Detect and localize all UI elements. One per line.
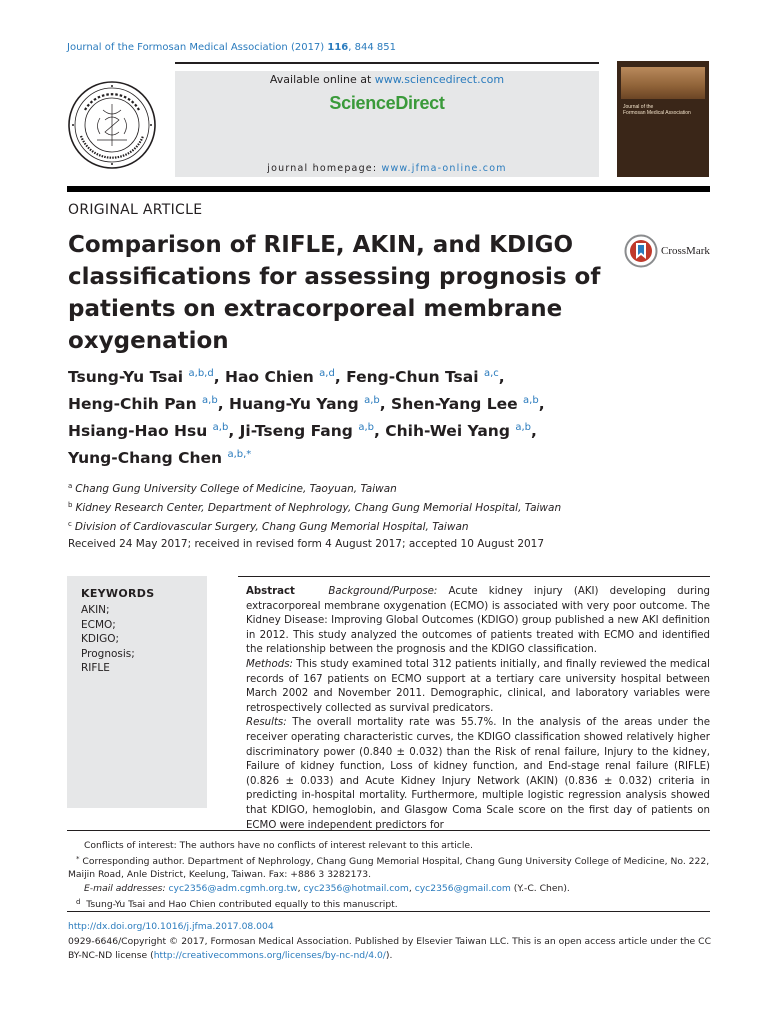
affiliation: $^b$ Kidney Research Center, Department of Nephrology, Chang Gung Memorial Hospital, Taiwan — [68, 501, 562, 514]
article-type: ORIGINAL ARTICLE — [68, 202, 203, 218]
author-affiliation-link[interactable]: a,b — [202, 395, 218, 406]
author-affiliation-link[interactable]: a,c — [483, 368, 499, 379]
email-link[interactable]: cyc2356@hotmail.com — [303, 883, 409, 895]
keyword: RIFLE — [81, 662, 110, 674]
affiliations — [68, 478, 561, 535]
author-name: Yung-Chang Chen — [68, 449, 223, 467]
author-affiliation-link[interactable]: a,b — [364, 395, 380, 406]
author-name: Heng-Chih Pan — [68, 395, 197, 413]
affiliation: $^c$ Division of Cardiovascular Surgery, Chang Gung Memorial Hospital, Taiwan — [68, 520, 469, 533]
journal-homepage-link[interactable]: www.jfma-online.com — [381, 163, 507, 174]
sciencedirect-logo: ScienceDirect — [329, 93, 445, 113]
keywords-heading: KEYWORDS — [81, 587, 155, 600]
author-line: Heng-Chih Pan $^{a,b}$, Huang-Yu Yang $^{a,b}$, Shen-Yang Lee $^{a,b}$, — [68, 395, 545, 413]
author-name: Shen-Yang Lee — [391, 395, 518, 413]
keyword: AKIN; — [81, 604, 110, 616]
conflicts-note: Conflicts of interest: The authors have no conflicts of interest relevant to this article. — [84, 840, 473, 851]
license-link[interactable]: http://creativecommons.org/licenses/by-nc-nd/4.0/ — [153, 949, 386, 961]
abstract — [246, 585, 710, 833]
title-line: Comparison of RIFLE, AKIN, and KDIGO — [68, 232, 574, 258]
abstract-results: Results: The overall mortality rate was 55.7%. In the analysis of the areas under the receiver operating characteristic curves, the KDIGO classification showed relatively higher discriminatory power (0.840 ± 0.032) than the Risk of renal failure, Injury to the kidney, Failure of kidney function, Loss of kidney function, and End-stage renal failure (RIFLE) (0.826 ± 0.033) and Acute Kidney Injury Network (AKIN) (0.836 ± 0.032) criteria in predicting in-hospital mortality. Furthermore, multiple logistic regression analysis showed that KDIGO, hemoglobin, and Glasgow Coma Scale score on the first day of patients on ECMO were independent predictors for — [246, 717, 710, 831]
doi-link[interactable]: http://dx.doi.org/10.1016/j.jfma.2017.08.004 — [68, 921, 274, 932]
author-line — [68, 443, 628, 470]
journal-homepage: journal homepage: www.jfma-online.com — [267, 163, 507, 174]
author-name: Hsiang-Hao Hsu — [68, 422, 208, 440]
footnotes — [68, 839, 711, 912]
author-affiliation-link[interactable]: a,b,d — [188, 368, 214, 379]
header-rule — [67, 186, 710, 192]
affiliation: $^a$ Chang Gung University College of Medicine, Taoyuan, Taiwan — [68, 482, 397, 495]
title-line: oxygenation — [68, 328, 229, 354]
title-line: classifications for assessing prognosis of — [68, 264, 601, 290]
abstract-background: Abstract Background/Purpose: Acute kidney injury (AKI) developing during extracorporeal membrane oxygenation (ECMO) is associated with very poor outcome. The Kidney Disease: Improving Global Outcomes (KDIGO) group published a new AKI definition in 2012. This study analyzed the outcomes of patients treated with ECMO and identified the relationship between the prognosis and the KDIGO classification. — [246, 586, 710, 656]
available-online: Available online at www.sciencedirect.com — [269, 73, 505, 86]
sciencedirect-link[interactable]: www.sciencedirect.com — [374, 73, 505, 86]
email-note: E-mail addresses: cyc2356@adm.cgmh.org.tw, cyc2356@hotmail.com, cyc2356@gmail.com (Y.-C. Chen). — [84, 883, 570, 895]
bottom-rule — [67, 911, 710, 912]
equal-contribution-note: $^d$ Tsung-Yu Tsai and Hao Chien contributed equally to this manuscript. — [76, 897, 398, 910]
society-seal-logo — [67, 80, 157, 170]
corresponding-note: * Corresponding author. Department of Nephrology, Chang Gung Memorial Hospital, Chang Gung University College of Medicine, No. 222, Maijin Road, Anle District, Keelung, Taiwan. Fax: +886 3 3282173. — [68, 854, 710, 881]
abstract-methods: Methods: This study examined total 312 patients initially, and finally reviewed the medical records of 167 patients on ECMO support at a tertiary care university hospital between March 2002 and November 2011. Demographic, clinical, and laboratory variables were retrospectively collected as survival predicators. — [246, 658, 710, 714]
journal-cover-image — [617, 61, 709, 177]
sciencedirect-banner — [175, 71, 599, 177]
banner-rule — [175, 62, 599, 64]
received-dates: Received 24 May 2017; received in revised form 4 August 2017; accepted 10 August 2017 — [68, 538, 545, 550]
author-name: Chih-Wei Yang — [385, 422, 510, 440]
journal-reference: Journal of the Formosan Medical Association (2017) 116, 844 851 — [67, 42, 396, 53]
keyword: KDIGO; — [81, 633, 120, 645]
cover-title: Journal of the Formosan Medical Association — [623, 104, 691, 116]
author-affiliation-link[interactable]: a,b — [523, 395, 539, 406]
keyword: Prognosis; — [81, 647, 135, 660]
author-line: Hsiang-Hao Hsu $^{a,b}$, Ji-Tseng Fang $^{a,b}$, Chih-Wei Yang $^{a,b}$, — [68, 422, 537, 440]
author-list — [68, 362, 628, 470]
title-line: patients on extracorporeal membrane — [68, 296, 563, 322]
author-name: Ji-Tseng Fang — [239, 422, 353, 440]
crossmark-label: CrossMark — [661, 245, 710, 257]
cover-map-image — [621, 67, 705, 99]
email-link[interactable]: cyc2356@gmail.com — [414, 883, 511, 895]
author-affiliation-link[interactable]: a,b — [212, 422, 229, 433]
author-line: Tsung-Yu Tsai $^{a,b,d}$, Hao Chien $^{a,d}$, Feng-Chun Tsai $^{a,c}$, — [68, 368, 505, 386]
author-name: Huang-Yu Yang — [229, 395, 359, 413]
keywords-box — [67, 576, 207, 808]
abstract-rule — [238, 576, 710, 577]
author-affiliation-link[interactable]: a,d — [319, 368, 335, 379]
article-title — [68, 229, 608, 357]
keyword: ECMO; — [81, 618, 116, 631]
crossmark-button[interactable] — [624, 234, 710, 268]
email-link[interactable]: cyc2356@adm.cgmh.org.tw — [168, 883, 298, 895]
copyright: 0929-6646/Copyright © 2017, Formosan Medical Association. Published by Elsevier Taiwan LLC. This is an open access article under the CC BY-NC-ND license (http://creativecommons.org/licenses/by-nc-nd/4.0/). — [68, 936, 711, 961]
author-affiliation-link[interactable]: a,b — [358, 422, 374, 433]
author-name: Feng-Chun Tsai — [346, 368, 479, 386]
author-name: Hao Chien — [225, 368, 314, 386]
author-affiliation-link[interactable]: a,b,* — [227, 449, 252, 460]
author-name: Tsung-Yu Tsai — [68, 368, 184, 386]
author-affiliation-link[interactable]: a,b — [515, 422, 531, 433]
crossmark-icon — [624, 234, 658, 268]
keywords-list — [81, 603, 135, 676]
footnote-rule — [67, 830, 710, 831]
